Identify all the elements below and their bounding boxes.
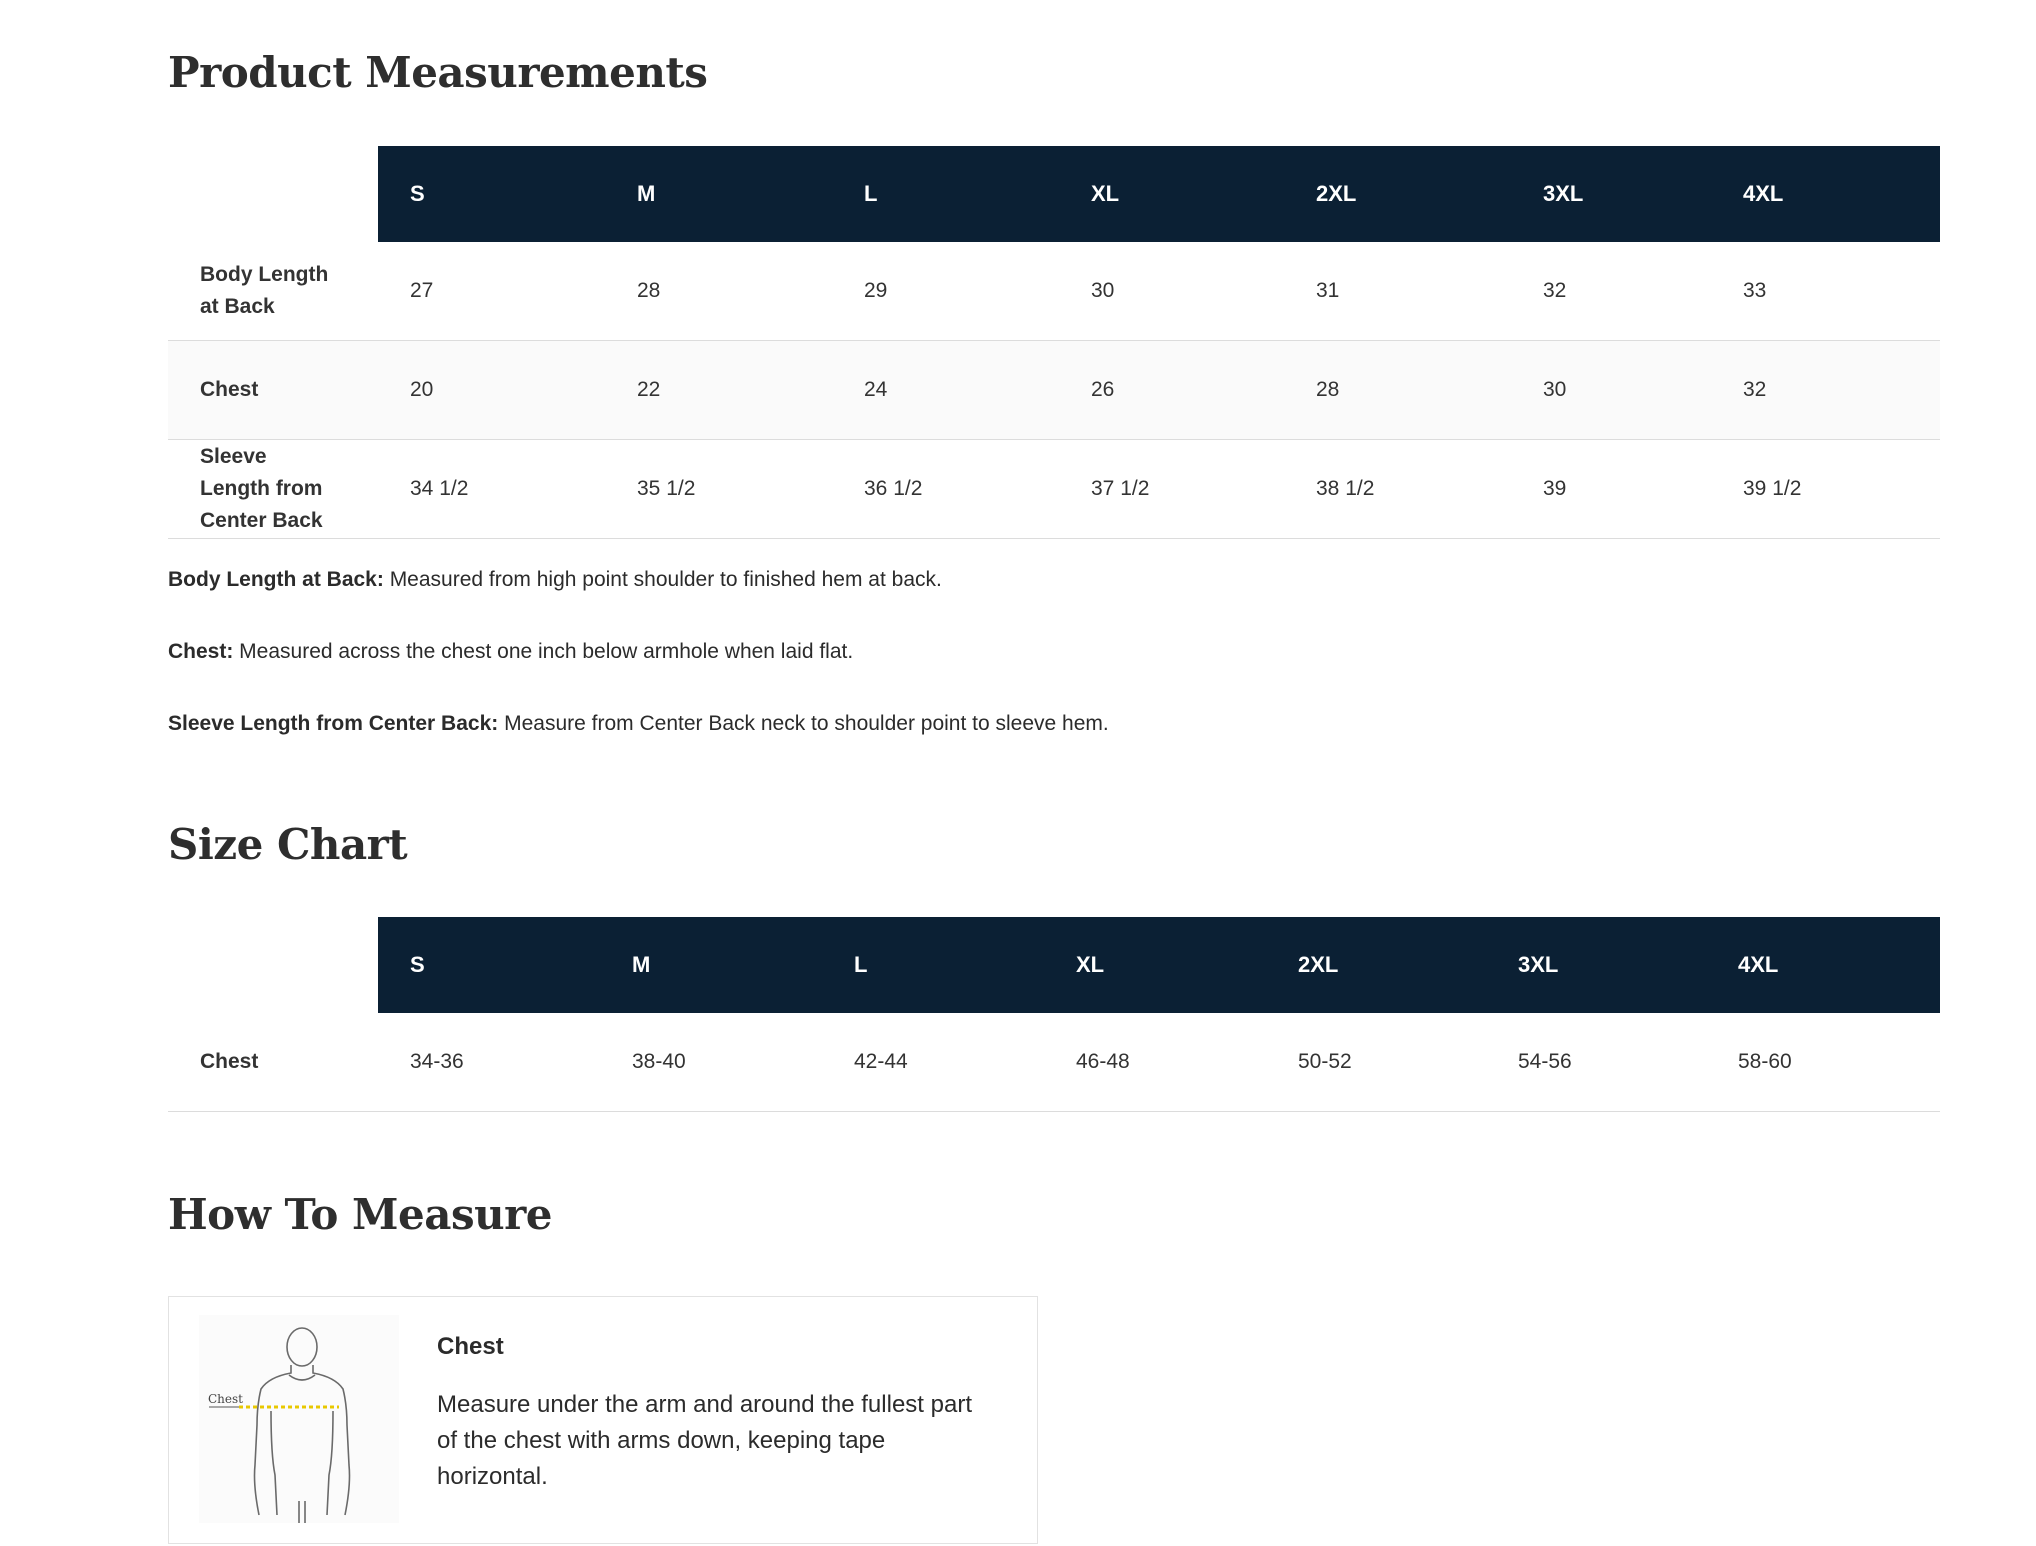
size-header: 2XL	[1284, 146, 1511, 242]
table-cell: 39	[1511, 440, 1711, 539]
table-cell: 35 1/2	[605, 440, 832, 539]
size-header: S	[378, 917, 600, 1013]
row-label: Chest	[168, 1013, 378, 1112]
table-cell: 28	[1284, 341, 1511, 440]
table-header-row	[168, 917, 1940, 1013]
size-header: 3XL	[1486, 917, 1706, 1013]
table-cell: 42-44	[822, 1013, 1044, 1112]
note-sleeve-length: Sleeve Length from Center Back: Measure from Center Back neck to shoulder point to sleeve hem.	[168, 712, 1109, 735]
table-cell: 32	[1711, 341, 1940, 440]
table-cell: 27	[378, 242, 605, 341]
chest-measure-card	[168, 1296, 1038, 1544]
table-row	[168, 1013, 1940, 1112]
size-header: M	[605, 146, 832, 242]
size-header: S	[378, 146, 605, 242]
size-header: XL	[1059, 146, 1284, 242]
table-cell: 36 1/2	[832, 440, 1059, 539]
table-cell: 46-48	[1044, 1013, 1266, 1112]
table-cell: 54-56	[1486, 1013, 1706, 1112]
product-measurements-table	[168, 146, 1940, 539]
table-cell: 34 1/2	[378, 440, 605, 539]
size-header: L	[832, 146, 1059, 242]
size-header: 4XL	[1711, 146, 1940, 242]
table-cell: 30	[1059, 242, 1284, 341]
table-cell: 37 1/2	[1059, 440, 1284, 539]
table-cell: 22	[605, 341, 832, 440]
table-cell: 58-60	[1706, 1013, 1940, 1112]
header-blank	[168, 146, 378, 242]
size-header: 3XL	[1511, 146, 1711, 242]
table-row	[168, 440, 1940, 539]
size-header: M	[600, 917, 822, 1013]
table-cell: 38 1/2	[1284, 440, 1511, 539]
size-chart-title: Size Chart	[168, 820, 408, 869]
product-measurements-title: Product Measurements	[168, 48, 708, 97]
row-label: Sleeve Length from Center Back	[168, 440, 378, 539]
table-cell: 30	[1511, 341, 1711, 440]
size-header: L	[822, 917, 1044, 1013]
table-cell: 32	[1511, 242, 1711, 341]
table-cell: 29	[832, 242, 1059, 341]
table-cell: 26	[1059, 341, 1284, 440]
table-cell: 28	[605, 242, 832, 341]
table-header-row	[168, 146, 1940, 242]
size-header: 2XL	[1266, 917, 1486, 1013]
size-header: XL	[1044, 917, 1266, 1013]
table-cell: 33	[1711, 242, 1940, 341]
table-cell: 20	[378, 341, 605, 440]
size-chart-table	[168, 917, 1940, 1112]
note-body-length: Body Length at Back: Measured from high point shoulder to finished hem at back.	[168, 568, 942, 591]
how-to-measure-title: How To Measure	[168, 1190, 553, 1239]
table-cell: 38-40	[600, 1013, 822, 1112]
table-cell: 24	[832, 341, 1059, 440]
row-label: Chest	[168, 341, 378, 440]
table-row	[168, 242, 1940, 341]
figure-chest-label: Chest	[208, 1392, 243, 1406]
header-blank	[168, 917, 378, 1013]
note-chest: Chest: Measured across the chest one inch below armhole when laid flat.	[168, 640, 854, 663]
table-cell: 50-52	[1266, 1013, 1486, 1112]
table-cell: 39 1/2	[1711, 440, 1940, 539]
table-cell: 31	[1284, 242, 1511, 341]
size-header: 4XL	[1706, 917, 1940, 1013]
row-label: Body Length at Back	[168, 242, 378, 341]
table-cell: 34-36	[378, 1013, 600, 1112]
chest-figure-illustration	[199, 1315, 399, 1523]
table-row	[168, 341, 1940, 440]
card-title: Chest	[437, 1333, 504, 1360]
card-description: Measure under the arm and around the fullest part of the chest with arms down, keeping tape horizontal.	[437, 1391, 972, 1490]
